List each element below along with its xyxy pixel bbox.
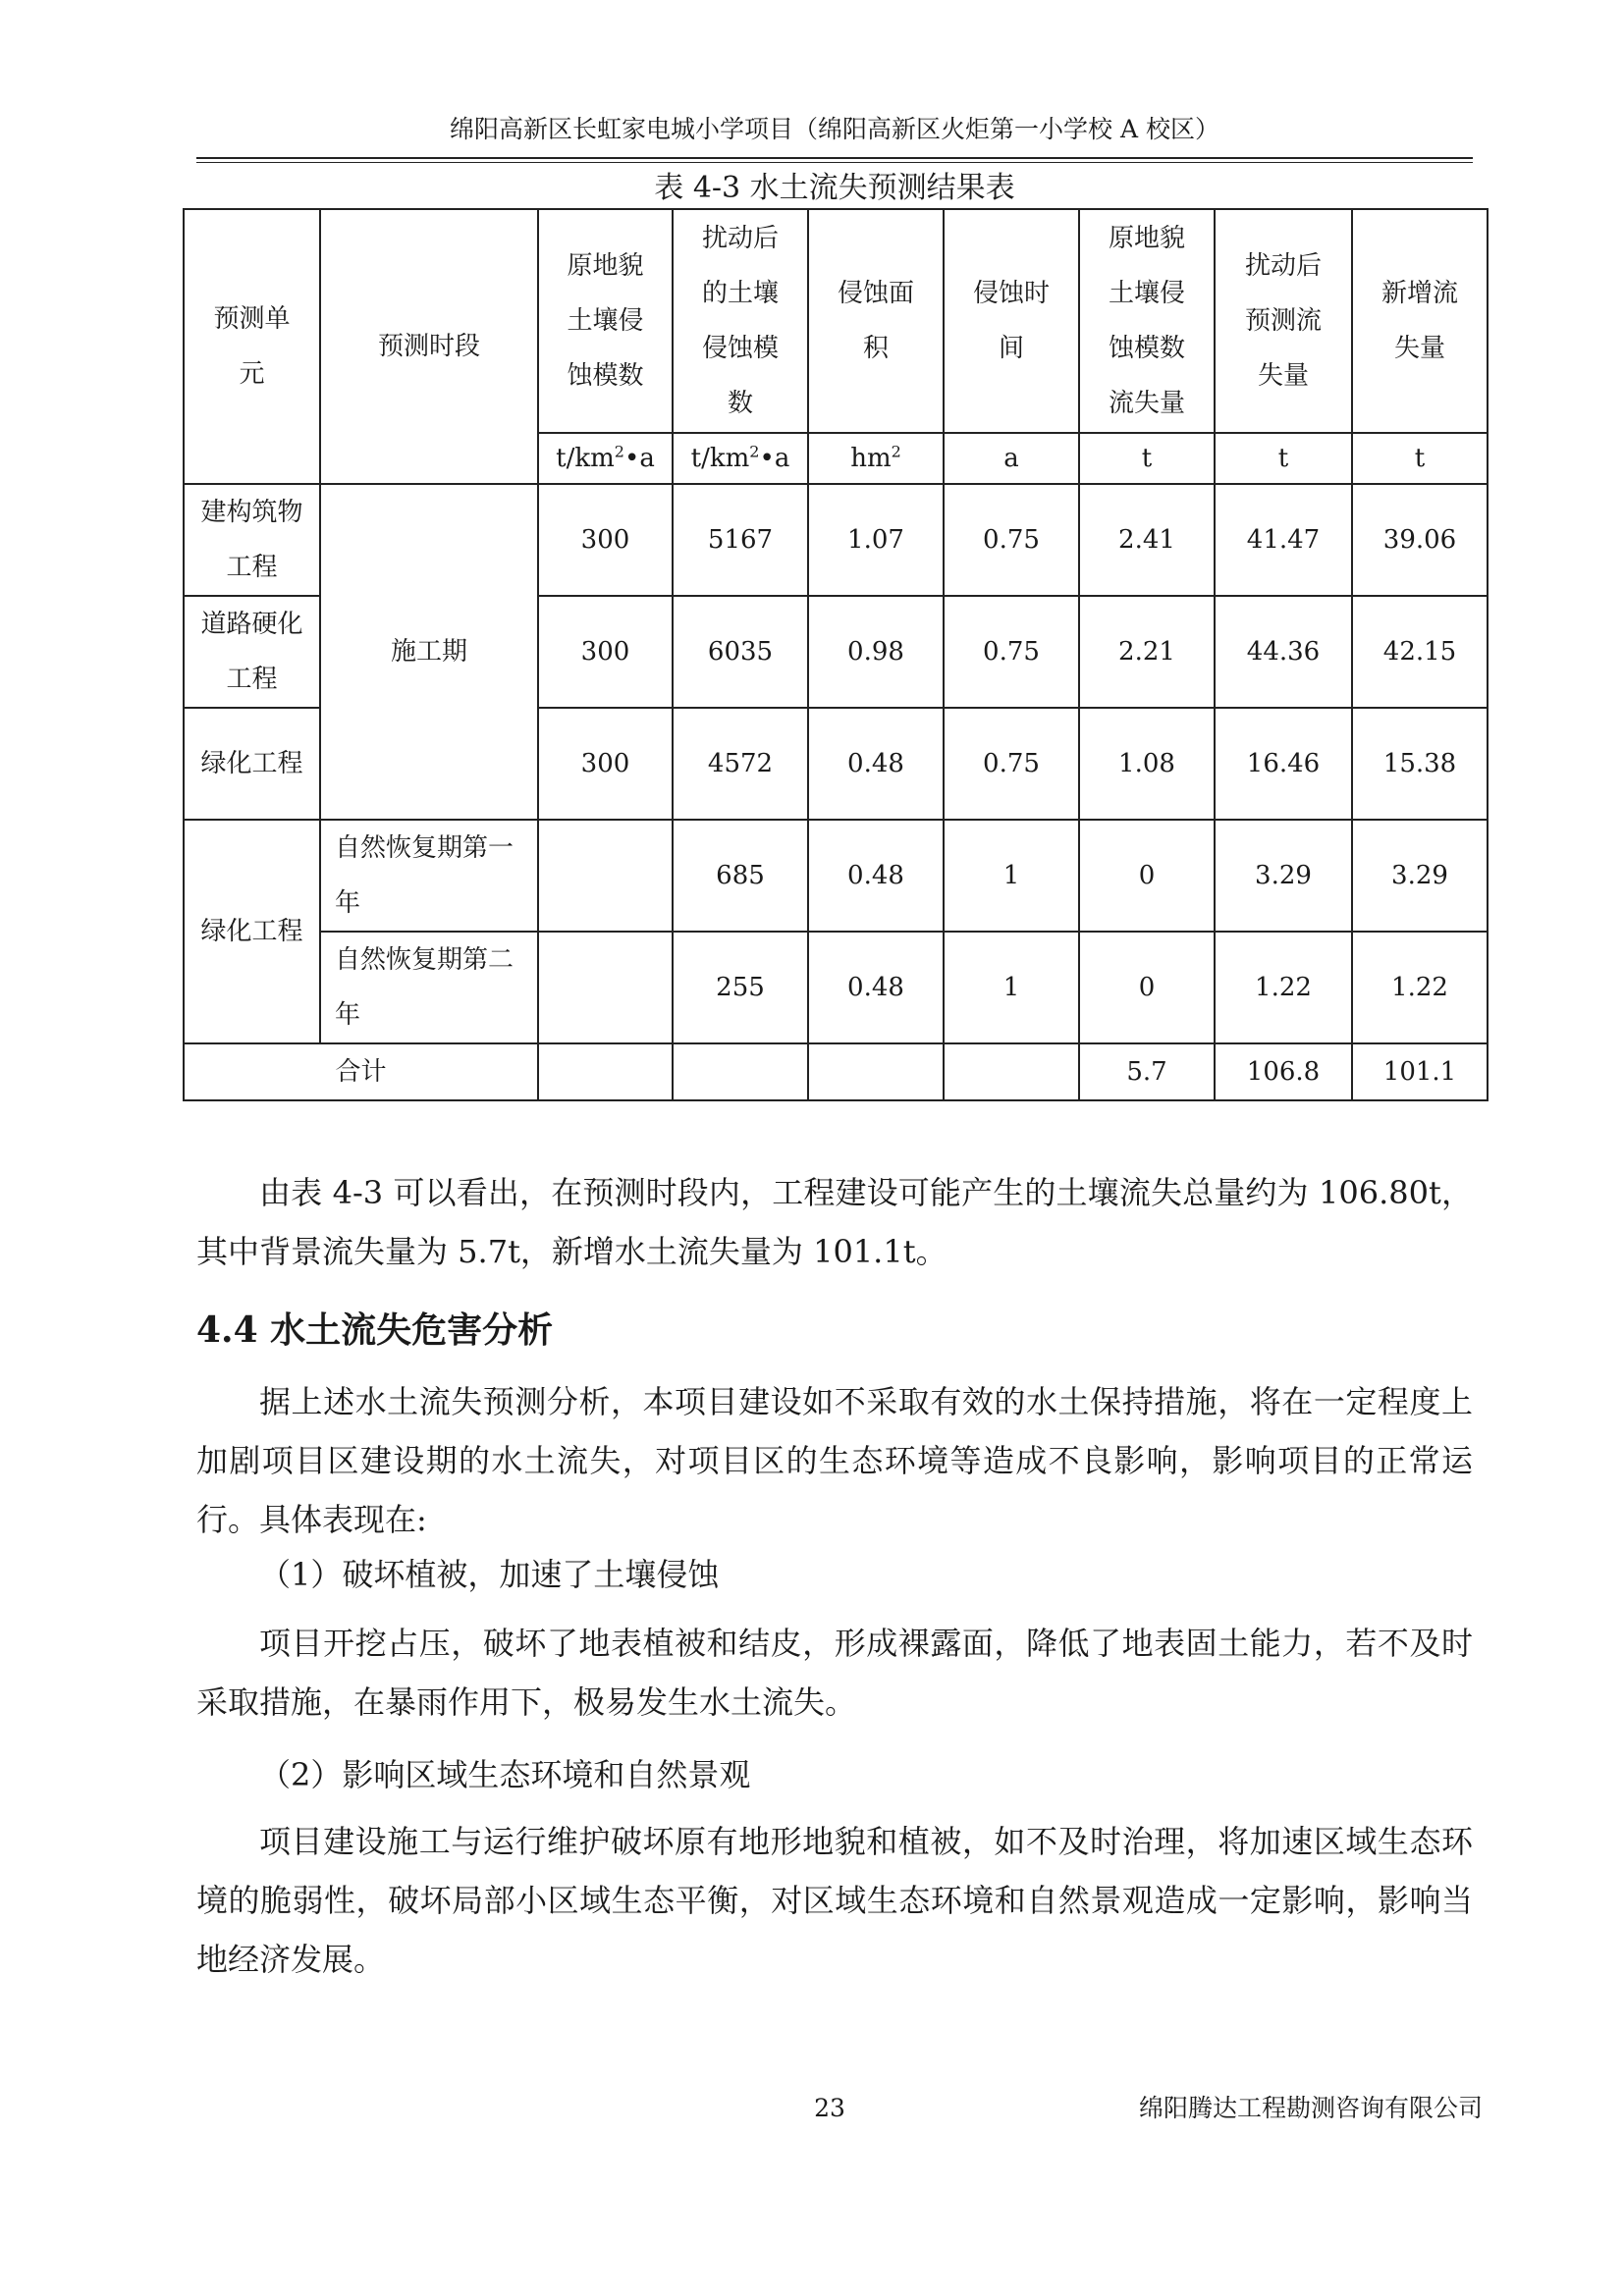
cell-area: 0.48: [808, 932, 944, 1043]
item2-paragraph: 项目建设施工与运行维护破坏原有地形地貌和植被，如不及时治理，将加速区域生态环境的脆弱性，破坏局部小区域生态平衡，对区域生态环境和自然景观造成一定影响，影响当地经济发展。: [196, 1823, 1473, 1978]
construction-period-cell: 施工期: [320, 484, 538, 820]
total-new-loss: 101.1: [1352, 1043, 1488, 1100]
unit-disturbed-loss: t: [1215, 433, 1352, 484]
header-original-modulus: 原地貌土壤侵蚀模数: [538, 209, 673, 433]
cell-area: 0.48: [808, 708, 944, 820]
cell-area: 0.98: [808, 596, 944, 708]
cell-time: 0.75: [944, 708, 1079, 820]
header-rule-thin: [196, 162, 1473, 163]
cell-disturbed-modulus: 4572: [673, 708, 808, 820]
cell-disturbed-loss: 16.46: [1215, 708, 1352, 820]
cell-original-loss: 2.21: [1079, 596, 1215, 708]
cell-original-loss: 0: [1079, 820, 1215, 932]
unit-original-modulus: $t/km^2•a$: [538, 433, 673, 484]
header-disturbed-modulus: 扰动后的土壤侵蚀模数: [673, 209, 808, 433]
row-unit: 道路硬化工程: [184, 596, 320, 708]
header-period: 预测时段: [320, 209, 538, 484]
cell-disturbed-modulus: 255: [673, 932, 808, 1043]
header-rule: [196, 157, 1473, 159]
header-unit: 预测单元: [184, 209, 320, 484]
cell-time: 0.75: [944, 484, 1079, 596]
row-period: 自然恢复期第一年: [320, 820, 538, 932]
table-header-row: [184, 209, 1488, 433]
cell-new-loss: 15.38: [1352, 708, 1488, 820]
cell-disturbed-modulus: 6035: [673, 596, 808, 708]
cell-original-modulus: [538, 820, 673, 932]
unit-original-loss: t: [1079, 433, 1215, 484]
cell-time: 1: [944, 932, 1079, 1043]
cell-new-loss: 1.22: [1352, 932, 1488, 1043]
header-new-loss: 新增流失量: [1352, 209, 1488, 433]
cell-area: 1.07: [808, 484, 944, 596]
company-name: 绵阳腾达工程勘测咨询有限公司: [1138, 2094, 1483, 2122]
row-unit: 建构筑物工程: [184, 484, 320, 596]
cell-original-loss: 1.08: [1079, 708, 1215, 820]
row-period: 自然恢复期第二年: [320, 932, 538, 1043]
cell-disturbed-modulus: 685: [673, 820, 808, 932]
total-label: 合计: [184, 1043, 538, 1100]
cell-new-loss: 39.06: [1352, 484, 1488, 596]
row-unit: 绿化工程: [184, 708, 320, 820]
table-total-row: [184, 1043, 1488, 1100]
row-unit: 绿化工程: [184, 820, 320, 1043]
cell-disturbed-loss: 44.36: [1215, 596, 1352, 708]
cell-new-loss: 3.29: [1352, 820, 1488, 932]
cell-original-modulus: 300: [538, 596, 673, 708]
item1-paragraph: 项目开挖占压，破坏了地表植被和结皮，形成裸露面，降低了地表固土能力，若不及时采取措施，在暴雨作用下，极易发生水土流失。: [196, 1625, 1473, 1721]
table-row: [184, 932, 1488, 1043]
unit-time: a: [944, 433, 1079, 484]
total-empty-cell: [808, 1043, 944, 1100]
cell-original-modulus: 300: [538, 484, 673, 596]
cell-disturbed-loss: 1.22: [1215, 932, 1352, 1043]
total-empty-cell: [944, 1043, 1079, 1100]
table-caption: 表 4-3 水土流失预测结果表: [654, 171, 1015, 205]
cell-disturbed-loss: 3.29: [1215, 820, 1352, 932]
summary-paragraph: 由表 4-3 可以看出，在预测时段内，工程建设可能产生的土壤流失总量约为 106.80t，其中背景流失量为 5.7t，新增水土流失量为 101.1t。: [196, 1174, 1473, 1270]
page-number: 23: [814, 2094, 845, 2122]
total-empty-cell: [673, 1043, 808, 1100]
unit-disturbed-modulus: $t/km^2•a$: [673, 433, 808, 484]
table-row: [184, 820, 1488, 932]
cell-disturbed-loss: 41.47: [1215, 484, 1352, 596]
cell-original-loss: 2.41: [1079, 484, 1215, 596]
running-header: 绵阳高新区长虹家电城小学项目（绵阳高新区火炬第一小学校 A 校区）: [450, 115, 1219, 143]
total-empty-cell: [538, 1043, 673, 1100]
unit-new-loss: t: [1352, 433, 1488, 484]
cell-area: 0.48: [808, 820, 944, 932]
cell-new-loss: 42.15: [1352, 596, 1488, 708]
unit-area: $hm^2$: [808, 433, 944, 484]
cell-original-loss: 0: [1079, 932, 1215, 1043]
total-original-loss: 5.7: [1079, 1043, 1215, 1100]
cell-original-modulus: [538, 932, 673, 1043]
cell-time: 1: [944, 820, 1079, 932]
item2-title: （2）影响区域生态环境和自然景观: [259, 1756, 751, 1793]
cell-disturbed-modulus: 5167: [673, 484, 808, 596]
header-area: 侵蚀面积: [808, 209, 944, 433]
item1-title: （1）破坏植被，加速了土壤侵蚀: [259, 1556, 720, 1593]
header-time: 侵蚀时间: [944, 209, 1079, 433]
cell-original-modulus: 300: [538, 708, 673, 820]
total-disturbed-loss: 106.8: [1215, 1043, 1352, 1100]
erosion-prediction-table: [183, 208, 1489, 1101]
cell-time: 0.75: [944, 596, 1079, 708]
intro-paragraph: 据上述水土流失预测分析，本项目建设如不采取有效的水土保持措施，将在一定程度上加剧项目区建设期的水土流失，对项目区的生态环境等造成不良影响，影响项目的正常运行。具体表现在:: [196, 1383, 1473, 1538]
header-original-loss: 原地貌土壤侵蚀模数流失量: [1079, 209, 1215, 433]
section-heading: 4.4 水土流失危害分析: [196, 1309, 554, 1351]
table-row: [184, 484, 1488, 596]
header-disturbed-loss: 扰动后预测流失量: [1215, 209, 1352, 433]
